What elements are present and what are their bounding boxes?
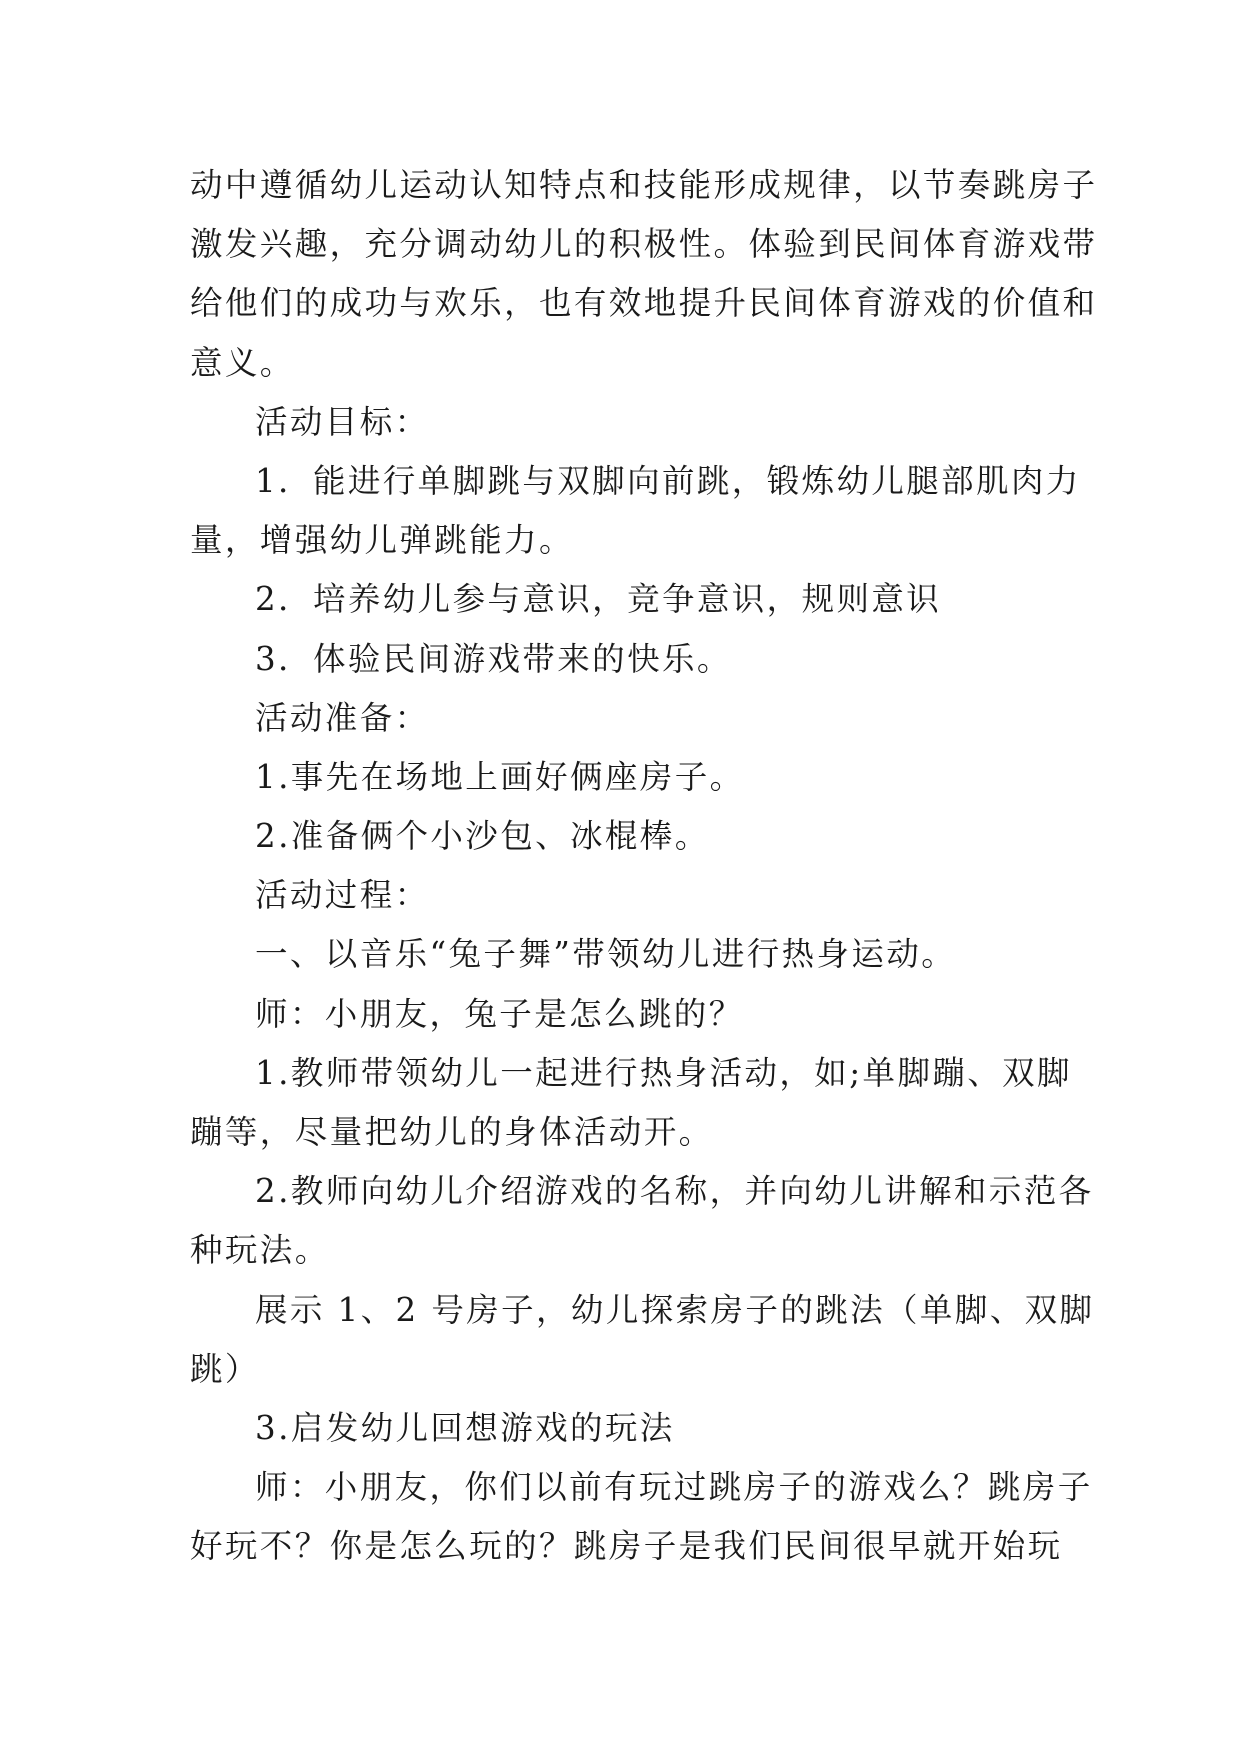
text-line: 给他们的成功与欢乐，也有效地提升民间体育游戏的价值和 bbox=[190, 284, 1098, 323]
text-line: 1.事先在场地上画好俩座房子。 bbox=[255, 757, 745, 796]
text-line: 种玩法。 bbox=[190, 1231, 330, 1270]
text-line: 师：小朋友，你们以前有玩过跳房子的游戏么？跳房子 bbox=[255, 1468, 1093, 1507]
text-line: 1.教师带领幼儿一起进行热身活动，如;单脚蹦、双脚 bbox=[255, 1053, 1072, 1092]
text-line: 意义。 bbox=[190, 343, 295, 382]
text-line: 1．能进行单脚跳与双脚向前跳，锻炼幼儿腿部肌肉力 bbox=[255, 461, 1081, 500]
text-line: 激发兴趣，充分调动幼儿的积极性。体验到民间体育游戏带 bbox=[190, 225, 1098, 264]
section-heading-preparation: 活动准备： bbox=[255, 698, 430, 737]
text-line: 师：小朋友，兔子是怎么跳的？ bbox=[255, 994, 744, 1033]
text-line: 2.教师向幼儿介绍游戏的名称，并向幼儿讲解和示范各 bbox=[255, 1172, 1094, 1211]
text-line: 量，增强幼儿弹跳能力。 bbox=[190, 521, 574, 560]
text-line: 一、以音乐“兔子舞”带领幼儿进行热身运动。 bbox=[255, 935, 957, 974]
text-line: 动中遵循幼儿运动认知特点和技能形成规律，以节奏跳房子 bbox=[190, 166, 1098, 204]
section-heading-process: 活动过程： bbox=[255, 876, 430, 915]
text-line: 3.启发幼儿回想游戏的玩法 bbox=[255, 1408, 675, 1447]
text-line: 3．体验民间游戏带来的快乐。 bbox=[255, 639, 732, 678]
section-heading-goals: 活动目标： bbox=[255, 402, 430, 441]
text-line: 蹦等，尽量把幼儿的身体活动开。 bbox=[190, 1113, 714, 1151]
text-line: 好玩不？你是怎么玩的？跳房子是我们民间很早就开始玩 bbox=[190, 1527, 1063, 1566]
text-line: 2.准备俩个小沙包、冰棍棒。 bbox=[255, 817, 710, 856]
text-line: 跳） bbox=[190, 1349, 260, 1388]
body-text bbox=[190, 156, 1098, 1577]
text-line: 展示 1、2 号房子，幼儿探索房子的跳法（单脚、双脚 bbox=[255, 1290, 1095, 1329]
text-line: 2．培养幼儿参与意识，竞争意识，规则意识 bbox=[255, 580, 942, 619]
